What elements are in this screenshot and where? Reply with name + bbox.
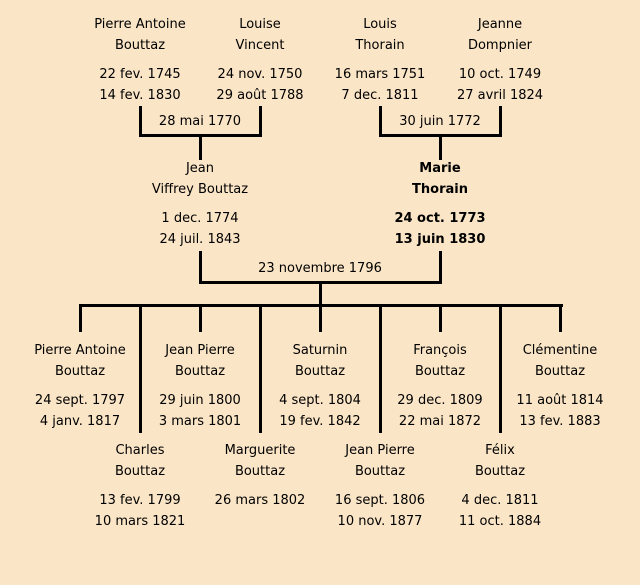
person-name-line1: Pierre Antoine xyxy=(94,17,186,32)
person-death-date: 24 juil. 1843 xyxy=(159,232,241,247)
connector-m1-drop-vline xyxy=(199,134,202,160)
person-name-line1: Saturnin xyxy=(292,343,348,358)
person-name-line2: Viffrey Bouttaz xyxy=(151,182,249,197)
person-death-date: 10 nov. 1877 xyxy=(337,514,423,529)
person-name-line2: Dompnier xyxy=(467,38,533,53)
connector-child7-stub xyxy=(439,304,442,332)
person-name-line1: Jean xyxy=(185,161,215,176)
person-name-line1: Clémentine xyxy=(522,343,598,358)
person-death-date: 19 fev. 1842 xyxy=(279,414,361,429)
person-birth-date: 29 juin 1800 xyxy=(159,393,241,408)
person-death-date: 13 juin 1830 xyxy=(394,232,486,247)
person-name-line1: Louise xyxy=(239,17,281,32)
person-name-line2: Bouttaz xyxy=(354,464,406,479)
connector-m3-left-vline xyxy=(199,251,202,284)
person-child-jean-pierre-bouttaz-1800[interactable] xyxy=(135,340,265,432)
person-birth-date: 10 oct. 1749 xyxy=(458,67,542,82)
connector-child3-stub xyxy=(199,304,202,332)
person-birth-date: 4 sept. 1804 xyxy=(279,393,361,408)
person-child-clementine-bouttaz[interactable] xyxy=(495,340,625,432)
person-name-line2: Bouttaz xyxy=(294,364,346,379)
person-birth-date: 29 dec. 1809 xyxy=(397,393,483,408)
connector-child1-stub xyxy=(79,304,82,332)
person-name-line1: Jean Pierre xyxy=(345,443,415,458)
person-birth-date: 24 oct. 1773 xyxy=(394,211,486,226)
person-death-date: 27 avril 1824 xyxy=(456,88,544,103)
marriage-date-couple1: 28 mai 1770 xyxy=(158,114,242,129)
person-name-line2: Bouttaz xyxy=(474,464,526,479)
person-name-line2: Thorain xyxy=(412,182,468,197)
person-child-saturnin-bouttaz[interactable] xyxy=(255,340,385,432)
person-name-line2: Bouttaz xyxy=(114,464,166,479)
person-death-date: 3 mars 1801 xyxy=(158,414,242,429)
person-jean-viffrey-bouttaz[interactable] xyxy=(115,158,285,250)
person-child-francois-bouttaz[interactable] xyxy=(375,340,505,432)
person-death-date: 14 fev. 1830 xyxy=(99,88,181,103)
person-birth-date: 26 mars 1802 xyxy=(214,493,306,508)
person-name-line2: Bouttaz xyxy=(534,364,586,379)
person-name-line2: Bouttaz xyxy=(114,38,166,53)
person-death-date: 13 fev. 1883 xyxy=(519,414,601,429)
person-child-jean-pierre-bouttaz-1806[interactable] xyxy=(310,440,450,532)
person-death-date: 7 dec. 1811 xyxy=(341,88,419,103)
person-death-date: 11 oct. 1884 xyxy=(458,514,542,529)
person-birth-date: 24 sept. 1797 xyxy=(34,393,126,408)
person-name-line1: François xyxy=(413,343,467,358)
person-name-line1: Félix xyxy=(485,443,515,458)
connector-child9-stub xyxy=(559,304,562,332)
person-name-line1: Marguerite xyxy=(224,443,296,458)
person-birth-date: 11 août 1814 xyxy=(516,393,604,408)
person-marie-thorain[interactable] xyxy=(355,158,525,250)
person-birth-date: 4 dec. 1811 xyxy=(461,493,539,508)
person-death-date: 22 mai 1872 xyxy=(398,414,482,429)
person-birth-date: 24 nov. 1750 xyxy=(217,67,303,82)
connector-m2-drop-vline xyxy=(439,134,442,160)
person-name-line2: Bouttaz xyxy=(414,364,466,379)
person-name-line1: Jeanne xyxy=(477,17,523,32)
person-name-line1: Charles xyxy=(115,443,165,458)
marriage-date-parents: 23 novembre 1796 xyxy=(258,261,382,276)
person-name-line2: Bouttaz xyxy=(54,364,106,379)
person-birth-date: 22 fev. 1745 xyxy=(99,67,181,82)
person-name-line1: Marie xyxy=(419,161,461,176)
person-name-line2: Bouttaz xyxy=(234,464,286,479)
person-louise-vincent[interactable] xyxy=(190,14,330,106)
person-louis-thorain[interactable] xyxy=(310,14,450,106)
marriage-date-couple2: 30 juin 1772 xyxy=(399,114,481,129)
connector-child5-stub xyxy=(319,304,322,332)
person-birth-date: 16 mars 1751 xyxy=(334,67,426,82)
person-death-date: 4 janv. 1817 xyxy=(39,414,121,429)
person-name-line1: Jean Pierre xyxy=(165,343,235,358)
connector-m3-right-vline xyxy=(439,251,442,284)
person-birth-date: 1 dec. 1774 xyxy=(161,211,239,226)
person-death-date: 29 août 1788 xyxy=(216,88,304,103)
person-name-line1: Louis xyxy=(363,17,397,32)
person-name-line2: Vincent xyxy=(235,38,285,53)
person-birth-date: 13 fev. 1799 xyxy=(99,493,181,508)
person-child-marguerite-bouttaz[interactable] xyxy=(190,440,330,511)
person-birth-date: 16 sept. 1806 xyxy=(334,493,426,508)
person-name-line2: Bouttaz xyxy=(174,364,226,379)
person-child-charles-bouttaz[interactable] xyxy=(70,440,210,532)
person-name-line2: Thorain xyxy=(355,38,405,53)
person-jeanne-dompnier[interactable] xyxy=(430,14,570,106)
person-name-line1: Pierre Antoine xyxy=(34,343,126,358)
person-death-date: 10 mars 1821 xyxy=(94,514,186,529)
person-pierre-antoine-bouttaz-grandfather[interactable] xyxy=(70,14,210,106)
person-child-pierre-antoine-bouttaz[interactable] xyxy=(15,340,145,432)
person-child-felix-bouttaz[interactable] xyxy=(430,440,570,532)
